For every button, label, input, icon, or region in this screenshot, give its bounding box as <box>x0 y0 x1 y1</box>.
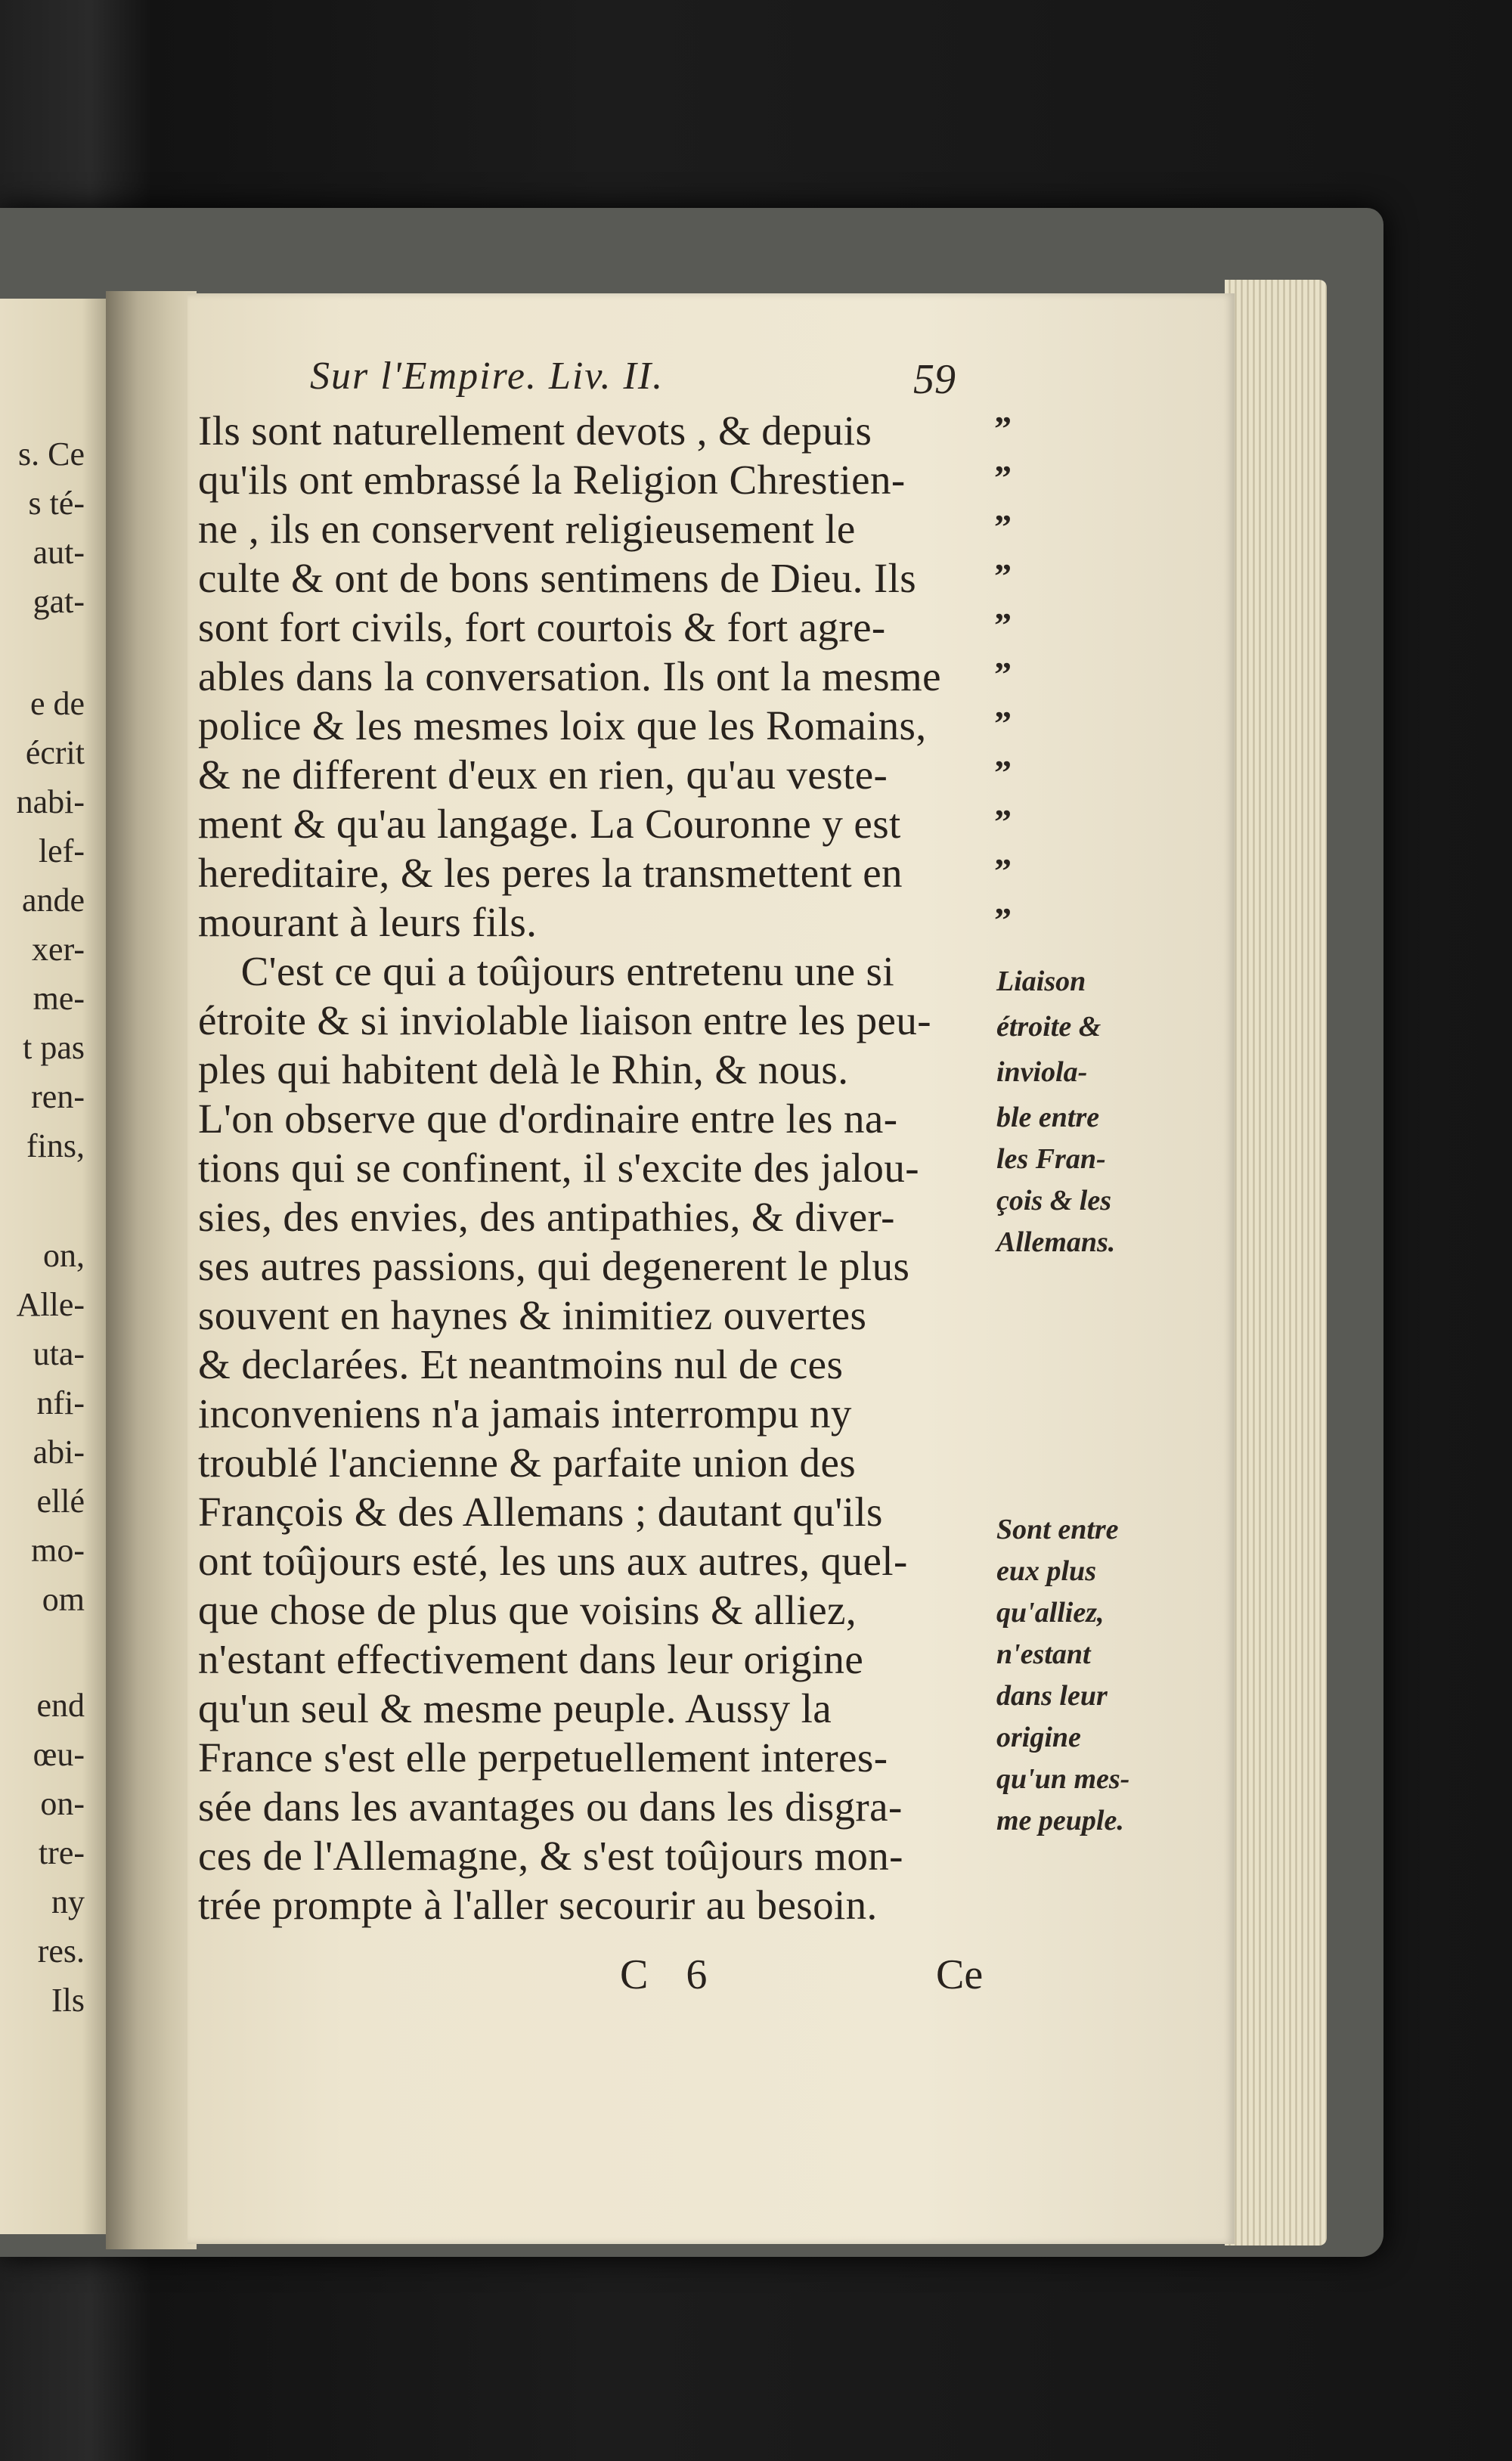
left-page-line: ren- <box>31 1078 85 1115</box>
text-line: qu'un seul & mesme peuple. Aussy la <box>198 1685 832 1731</box>
quote-mark: ” <box>994 802 1012 841</box>
running-head: Sur l'Empire. Liv. II. <box>310 355 665 398</box>
left-page-line: om <box>42 1581 85 1618</box>
left-page-line: œu- <box>33 1736 85 1773</box>
quote-mark: ” <box>994 409 1012 448</box>
margin-note-line: étroite & <box>996 1011 1101 1043</box>
quote-mark: ” <box>994 851 1012 890</box>
margin-note-line: Allemans. <box>996 1226 1116 1258</box>
left-page-line: mo- <box>31 1532 85 1569</box>
quote-mark: ” <box>994 753 1012 792</box>
text-line: sies, des envies, des antipathies, & diver- <box>198 1194 895 1240</box>
left-page <box>0 299 117 2234</box>
quote-mark: ” <box>994 704 1012 742</box>
text-line: France s'est elle perpetuellement interes- <box>198 1734 888 1781</box>
book-gutter <box>106 291 197 2249</box>
text-line: & declarées. Et neantmoins nul de ces <box>198 1341 844 1387</box>
left-page-line: e de <box>29 685 85 722</box>
text-line: ples qui habitent delà le Rhin, & nous. <box>198 1046 849 1093</box>
page-fore-edge <box>1225 280 1327 2246</box>
text-line: trée prompte à l'aller secourir au besoin. <box>198 1882 878 1928</box>
text-line: ne , ils en conservent religieusement le <box>198 506 856 552</box>
margin-note-line: ble entre <box>996 1102 1100 1133</box>
margin-note-line: origine <box>996 1722 1081 1753</box>
text-line: ses autres passions, qui degenerent le plus <box>198 1243 910 1289</box>
margin-note-line: dans leur <box>996 1680 1108 1712</box>
quote-mark: ” <box>994 556 1012 595</box>
left-page-line: lef- <box>38 832 85 869</box>
text-line: François & des Allemans ; dautant qu'ils <box>198 1489 883 1535</box>
quote-mark: ” <box>994 655 1012 693</box>
left-page-line: on- <box>40 1785 85 1822</box>
quote-mark: ” <box>994 458 1012 497</box>
left-page-line: ande <box>21 882 85 919</box>
left-page-line: fins, <box>26 1127 85 1164</box>
text-line: troublé l'ancienne & parfaite union des <box>198 1440 857 1486</box>
text-line: ont toûjours esté, les uns aux autres, quel- <box>198 1538 908 1584</box>
margin-note-line: Liaison <box>996 965 1086 997</box>
text-line: qu'ils ont embrassé la Religion Chrestien- <box>198 457 906 503</box>
left-page-line: t pas <box>23 1029 85 1066</box>
text-line: Ils sont naturellement devots , & depuis <box>198 408 872 454</box>
left-page-line: me- <box>33 980 85 1017</box>
text-line: étroite & si inviolable liaison entre les peu- <box>198 997 931 1043</box>
left-page-line: abi- <box>33 1434 85 1471</box>
text-line: L'on observe que d'ordinaire entre les na- <box>198 1096 898 1142</box>
left-page-line: Alle- <box>16 1286 85 1323</box>
left-page-line: tre- <box>38 1834 85 1871</box>
text-line: ment & qu'au langage. La Couronne y est <box>198 801 901 847</box>
left-page-line: end <box>36 1687 85 1724</box>
margin-note-line: qu'alliez, <box>996 1597 1105 1629</box>
text-line: sée dans les avantages ou dans les disgra- <box>198 1784 903 1830</box>
signature-mark: C 6 <box>620 1951 721 1998</box>
left-page-line: s. Ce <box>18 435 85 473</box>
text-line: n'estant effectivement dans leur origine <box>198 1636 864 1682</box>
text-line: sont fort civils, fort courtois & fort agre- <box>198 604 886 650</box>
left-page-line: s té- <box>28 485 85 522</box>
margin-note-line: inviola- <box>996 1056 1088 1088</box>
left-page-line: res. <box>37 1933 85 1970</box>
left-page-line: nabi- <box>16 783 85 820</box>
margin-note-line: n'estant <box>996 1638 1091 1670</box>
margin-note-line: qu'un mes- <box>996 1763 1130 1795</box>
text-line: souvent en haynes & inimitiez ouvertes <box>198 1292 867 1338</box>
left-page-line: gat- <box>33 583 85 620</box>
margin-note-line: eux plus <box>996 1555 1096 1587</box>
quote-mark: ” <box>994 507 1012 546</box>
text-line: inconveniens n'a jamais interrompu ny <box>198 1390 852 1437</box>
left-page-line: aut- <box>33 534 85 571</box>
text-line: police & les mesmes loix que les Romains, <box>198 702 927 749</box>
margin-note-line: çois & les <box>996 1185 1111 1217</box>
left-page-line: ny <box>51 1883 85 1920</box>
page-number: 59 <box>913 356 956 403</box>
margin-note-line: les Fran- <box>996 1143 1106 1175</box>
catchword: Ce <box>936 1951 984 1998</box>
text-line: ables dans la conversation. Ils ont la mesme <box>198 653 941 699</box>
left-page-line: uta- <box>33 1335 85 1372</box>
left-page-line: on, <box>43 1237 85 1274</box>
text-line: hereditaire, & les peres la transmettent en <box>198 850 903 896</box>
text-line: ces de l'Allemagne, & s'est toûjours mon- <box>198 1833 903 1879</box>
margin-note-line: Sont entre <box>996 1514 1119 1545</box>
quote-mark: ” <box>994 606 1012 644</box>
text-line: culte & ont de bons sentimens de Dieu. Ils <box>198 555 917 601</box>
margin-note-line: me peuple. <box>996 1805 1124 1836</box>
text-line: mourant à leurs fils. <box>198 899 538 945</box>
left-page-line: xer- <box>32 931 85 968</box>
left-page-line: écrit <box>25 734 85 771</box>
left-page-line: nfi- <box>36 1384 85 1421</box>
left-page-line: Ils <box>51 1982 85 2019</box>
text-line: & ne different d'eux en rien, qu'au veste- <box>198 752 888 798</box>
text-line: C'est ce qui a toûjours entretenu une si <box>198 948 895 994</box>
text-line: que chose de plus que voisins & alliez, <box>198 1587 857 1633</box>
quote-mark: ” <box>994 900 1012 939</box>
left-page-line: ellé <box>36 1483 85 1520</box>
text-line: tions qui se confinent, il s'excite des jalou- <box>198 1145 919 1191</box>
